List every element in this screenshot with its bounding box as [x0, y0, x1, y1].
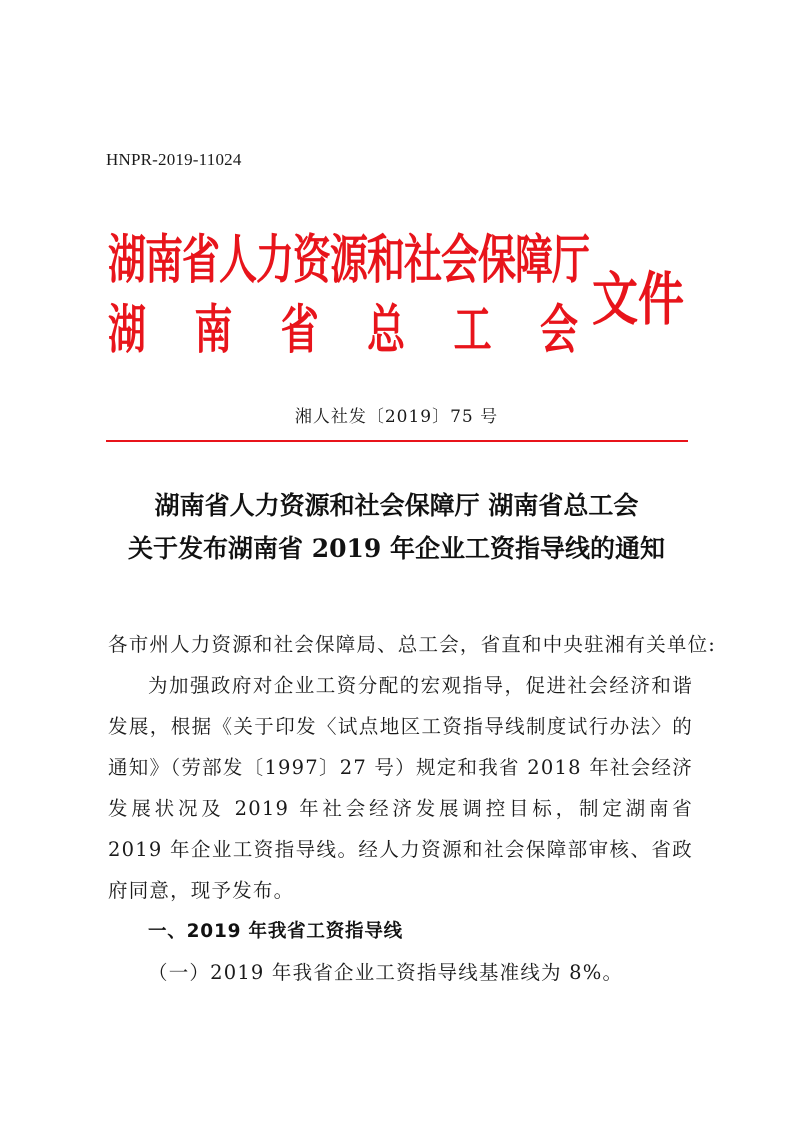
- title-line-1: 湖南省人力资源和社会保障厅 湖南省总工会: [154, 491, 639, 520]
- document-title: [0, 484, 793, 570]
- document-header: [108, 196, 688, 371]
- issuer-name-2-char: 会: [539, 299, 578, 361]
- document-code: HNPR-2019-11024: [106, 150, 242, 169]
- file-mark: 文件: [592, 265, 684, 333]
- issuer-name-1: 湖南省人力资源和社会保障厅: [108, 229, 590, 290]
- document-body: [108, 624, 717, 993]
- title-line-2: 关于发布湖南省 2019 年企业工资指导线的通知: [128, 534, 665, 563]
- clause: （一）2019 年我省企业工资指导线基准线为 8%。: [148, 961, 624, 984]
- issuer-name-2-char: 省: [280, 299, 319, 361]
- issuer-name-2-char: 湖: [108, 299, 147, 361]
- section-heading: 一、2019 年我省工资指导线: [148, 921, 403, 942]
- issuer-name-2: [108, 298, 578, 361]
- body-paragraph: 为加强政府对企业工资分配的宏观指导，促进社会经济和谐发展，根据《关于印发〈试点地区工资指导线制度试行办法〉的通知》（劳部发〔1997〕27 号）规定和我省 2018 年社会经济发展状况及 2019 年社会经济发展调控目标，制定湖南省 2019 年企业工资指导线。经人力资源和社会保障部审核、省政府同意，现予发布。: [108, 674, 693, 902]
- addressee: 各市州人力资源和社会保障局、总工会，省直和中央驻湘有关单位:: [108, 633, 717, 656]
- issuer-name-2-char: 南: [194, 299, 233, 361]
- issue-number: 湘人社发〔2019〕75 号: [294, 407, 499, 427]
- red-divider: [106, 440, 688, 442]
- issuer-name-2-char: 总: [367, 299, 406, 361]
- issuer-name-2-char: 工: [453, 299, 492, 361]
